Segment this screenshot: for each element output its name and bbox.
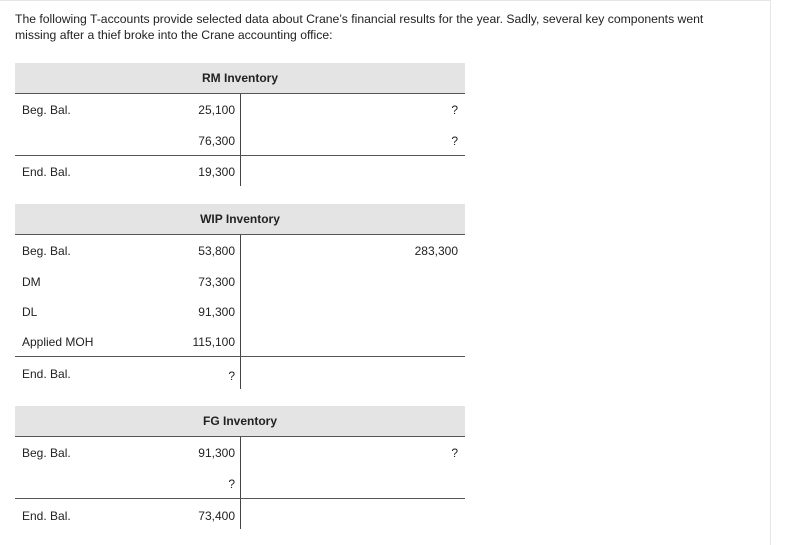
- rm-row-1-debit: 25,100: [198, 103, 235, 117]
- fg-row-3-label: End. Bal.: [22, 509, 71, 523]
- wip-inventory-title: WIP Inventory: [15, 204, 465, 235]
- fg-inventory-title: FG Inventory: [15, 406, 465, 437]
- wip-row-3-debit: 91,300: [198, 305, 235, 319]
- wip-row-1-debit: 53,800: [198, 244, 235, 258]
- wip-row-2-label: DM: [22, 275, 41, 289]
- wip-inventory-t-account: [15, 204, 465, 391]
- right-divider: [770, 0, 771, 545]
- fg-t-divider: [240, 437, 241, 499]
- wip-t-divider: [240, 235, 241, 357]
- wip-row-1-label: Beg. Bal.: [22, 244, 71, 258]
- rm-inventory-title: RM Inventory: [15, 63, 465, 94]
- wip-row-3-label: DL: [22, 305, 38, 319]
- wip-t-divider-balance: [240, 357, 241, 389]
- fg-t-divider-balance: [240, 499, 241, 529]
- wip-row-5-debit: ?: [228, 369, 235, 383]
- fg-row-1-credit: ?: [451, 446, 458, 460]
- rm-row-3-label: End. Bal.: [22, 165, 71, 179]
- intro-line-1: The following T-accounts provide selected data about Crane’s financial results for the year. Sadly, several key components went: [15, 12, 704, 26]
- intro-paragraph: [15, 11, 755, 43]
- rm-row-3-debit: 19,300: [198, 165, 235, 179]
- rm-row-2-credit: ?: [451, 134, 458, 148]
- rm-t-divider: [240, 94, 241, 156]
- intro-line-2: missing after a thief broke into the Crane accounting office:: [15, 28, 333, 42]
- wip-row-4-label: Applied MOH: [22, 335, 94, 349]
- rm-inventory-t-account: [15, 63, 465, 188]
- rm-row-1-credit: ?: [451, 103, 458, 117]
- wip-row-2-debit: 73,300: [198, 275, 235, 289]
- wip-row-4-debit: 115,100: [192, 335, 235, 349]
- top-divider: [0, 0, 770, 1]
- rm-t-divider-balance: [240, 156, 241, 186]
- rm-row-2-debit: 76,300: [198, 134, 235, 148]
- fg-row-1-label: Beg. Bal.: [22, 446, 71, 460]
- fg-row-2-debit: ?: [228, 477, 235, 491]
- fg-row-1-debit: 91,300: [198, 446, 235, 460]
- rm-row-1-label: Beg. Bal.: [22, 103, 71, 117]
- fg-row-3-debit: 73,400: [198, 509, 235, 523]
- fg-inventory-t-account: [15, 406, 465, 531]
- wip-row-5-label: End. Bal.: [22, 367, 71, 381]
- wip-row-1-credit: 283,300: [414, 244, 458, 258]
